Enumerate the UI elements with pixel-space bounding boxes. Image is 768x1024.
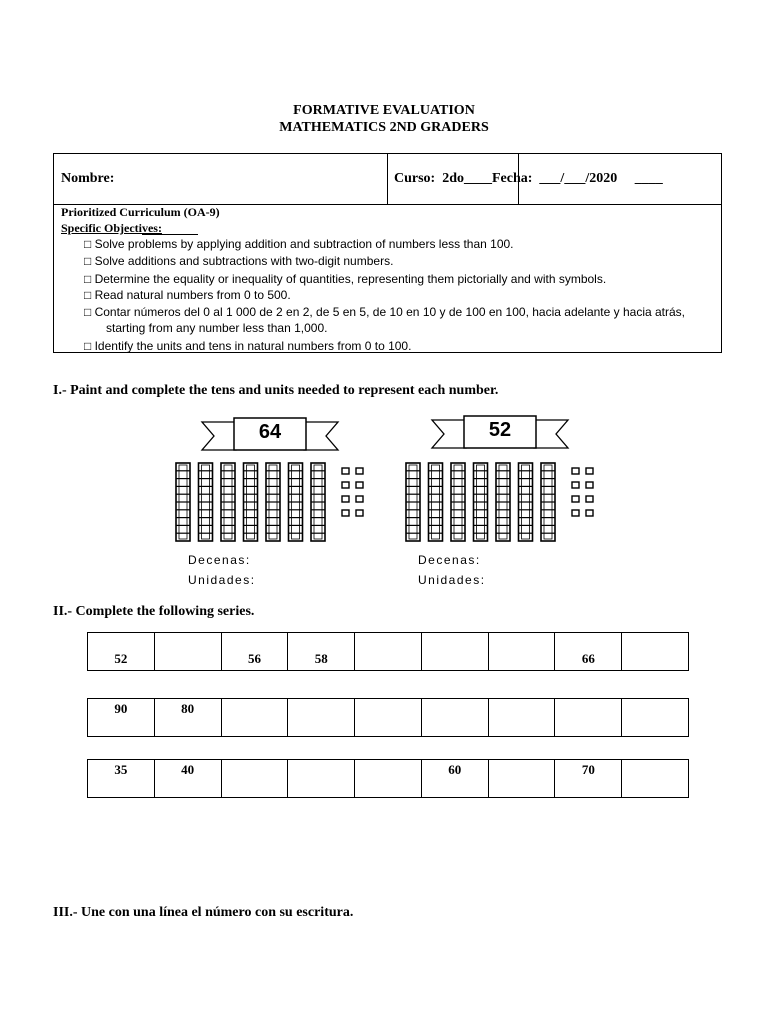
- series-cell[interactable]: [222, 699, 289, 736]
- series-cell[interactable]: 52: [88, 633, 155, 670]
- series-cell[interactable]: [222, 760, 289, 797]
- units-label: Unidades:: [418, 573, 486, 587]
- objective-item: □ Solve problems by applying addition and subtraction of numbers less than 100.: [84, 237, 514, 251]
- unit-cube[interactable]: [586, 468, 593, 474]
- series-cell[interactable]: [355, 633, 422, 670]
- objective-item: □ Identify the units and tens in natural numbers from 0 to 100.: [84, 339, 412, 353]
- unit-cube[interactable]: [572, 510, 579, 516]
- tens-label: Decenas:: [188, 553, 251, 567]
- series-cell[interactable]: [288, 760, 355, 797]
- objective-item: □ Contar números del 0 al 1 000 de 2 en 2, de 5 en 5, de 10 en 10 y de 100 en 100, hacia adelante y hacia atrás,: [84, 305, 686, 319]
- series-cell[interactable]: [355, 760, 422, 797]
- tens-rod[interactable]: [474, 463, 488, 541]
- objectives-label: Specific Objectives:: [61, 221, 162, 235]
- unit-cube[interactable]: [356, 510, 363, 516]
- unit-cube[interactable]: [356, 496, 363, 502]
- tens-rod[interactable]: [199, 463, 213, 541]
- curso-fecha-field[interactable]: Curso: 2do____Fecha: ___/___/2020 ____: [394, 171, 663, 186]
- objective-item: □ Determine the equality or inequality of quantities, representing them pictorially and with symbols.: [84, 272, 607, 286]
- unit-cube[interactable]: [586, 510, 593, 516]
- series-cell[interactable]: [155, 633, 222, 670]
- series-row: [87, 759, 689, 798]
- tens-rod[interactable]: [451, 463, 465, 541]
- unit-cube[interactable]: [356, 482, 363, 488]
- tens-label: Decenas:: [418, 553, 481, 567]
- tens-rod[interactable]: [406, 463, 420, 541]
- base-ten-blocks-64: [174, 462, 374, 542]
- unit-cube[interactable]: [572, 482, 579, 488]
- series-row: [87, 698, 689, 737]
- unit-cube[interactable]: [572, 468, 579, 474]
- tens-rod[interactable]: [266, 463, 280, 541]
- series-cell[interactable]: [489, 760, 556, 797]
- series-cell[interactable]: [555, 699, 622, 736]
- underline-rule: [142, 234, 198, 235]
- tens-rod[interactable]: [289, 463, 303, 541]
- number-value: 52: [488, 419, 512, 441]
- series-cell[interactable]: 60: [422, 760, 489, 797]
- series-row: [87, 632, 689, 671]
- unit-cube[interactable]: [342, 468, 349, 474]
- series-cell[interactable]: [489, 699, 556, 736]
- series-cell[interactable]: 58: [288, 633, 355, 670]
- unit-cube[interactable]: [342, 510, 349, 516]
- series-cell[interactable]: [489, 633, 556, 670]
- series-cell[interactable]: 56: [222, 633, 289, 670]
- series-cell[interactable]: [622, 633, 688, 670]
- series-cell[interactable]: 35: [88, 760, 155, 797]
- page-subtitle: MATHEMATICS 2ND GRADERS: [279, 120, 489, 135]
- objective-item: starting from any number less than 1,000.: [106, 321, 328, 335]
- tens-rod[interactable]: [176, 463, 190, 541]
- student-info-row: [54, 154, 721, 205]
- series-cell[interactable]: 70: [555, 760, 622, 797]
- objective-item: □ Read natural numbers from 0 to 500.: [84, 288, 291, 302]
- tens-rod[interactable]: [496, 463, 510, 541]
- unit-cube[interactable]: [356, 468, 363, 474]
- tens-rod[interactable]: [244, 463, 258, 541]
- tens-rod[interactable]: [311, 463, 325, 541]
- number-value: 64: [258, 421, 282, 443]
- series-cell[interactable]: [622, 760, 688, 797]
- series-cell[interactable]: 40: [155, 760, 222, 797]
- tens-rod[interactable]: [221, 463, 235, 541]
- unit-cube[interactable]: [342, 496, 349, 502]
- series-cell[interactable]: [422, 633, 489, 670]
- section1-title: I.- Paint and complete the tens and units needed to represent each number.: [53, 383, 499, 398]
- objective-item: □ Solve additions and subtractions with two-digit numbers.: [84, 254, 394, 268]
- tens-rod[interactable]: [541, 463, 555, 541]
- number-banner: [200, 416, 340, 456]
- series-cell[interactable]: [622, 699, 688, 736]
- base-ten-blocks-52: [404, 462, 604, 542]
- unit-cube[interactable]: [586, 482, 593, 488]
- unit-cube[interactable]: [586, 496, 593, 502]
- tens-rod[interactable]: [429, 463, 443, 541]
- student-info-box: [53, 153, 722, 353]
- series-cell[interactable]: [355, 699, 422, 736]
- unit-cube[interactable]: [572, 496, 579, 502]
- series-cell[interactable]: 66: [555, 633, 622, 670]
- section3-title: III.- Une con una línea el número con su escritura.: [53, 905, 354, 920]
- nombre-field[interactable]: Nombre:: [61, 171, 115, 186]
- curriculum-title: Prioritized Curriculum (OA-9): [61, 205, 220, 219]
- number-banner: [430, 414, 570, 454]
- tens-rod[interactable]: [519, 463, 533, 541]
- series-cell[interactable]: 80: [155, 699, 222, 736]
- series-cell[interactable]: [422, 699, 489, 736]
- unit-cube[interactable]: [342, 482, 349, 488]
- series-cell[interactable]: 90: [88, 699, 155, 736]
- series-cell[interactable]: [288, 699, 355, 736]
- units-label: Unidades:: [188, 573, 256, 587]
- page-title: FORMATIVE EVALUATION: [293, 103, 475, 118]
- section2-title: II.- Complete the following series.: [53, 604, 255, 619]
- divider: [387, 154, 388, 205]
